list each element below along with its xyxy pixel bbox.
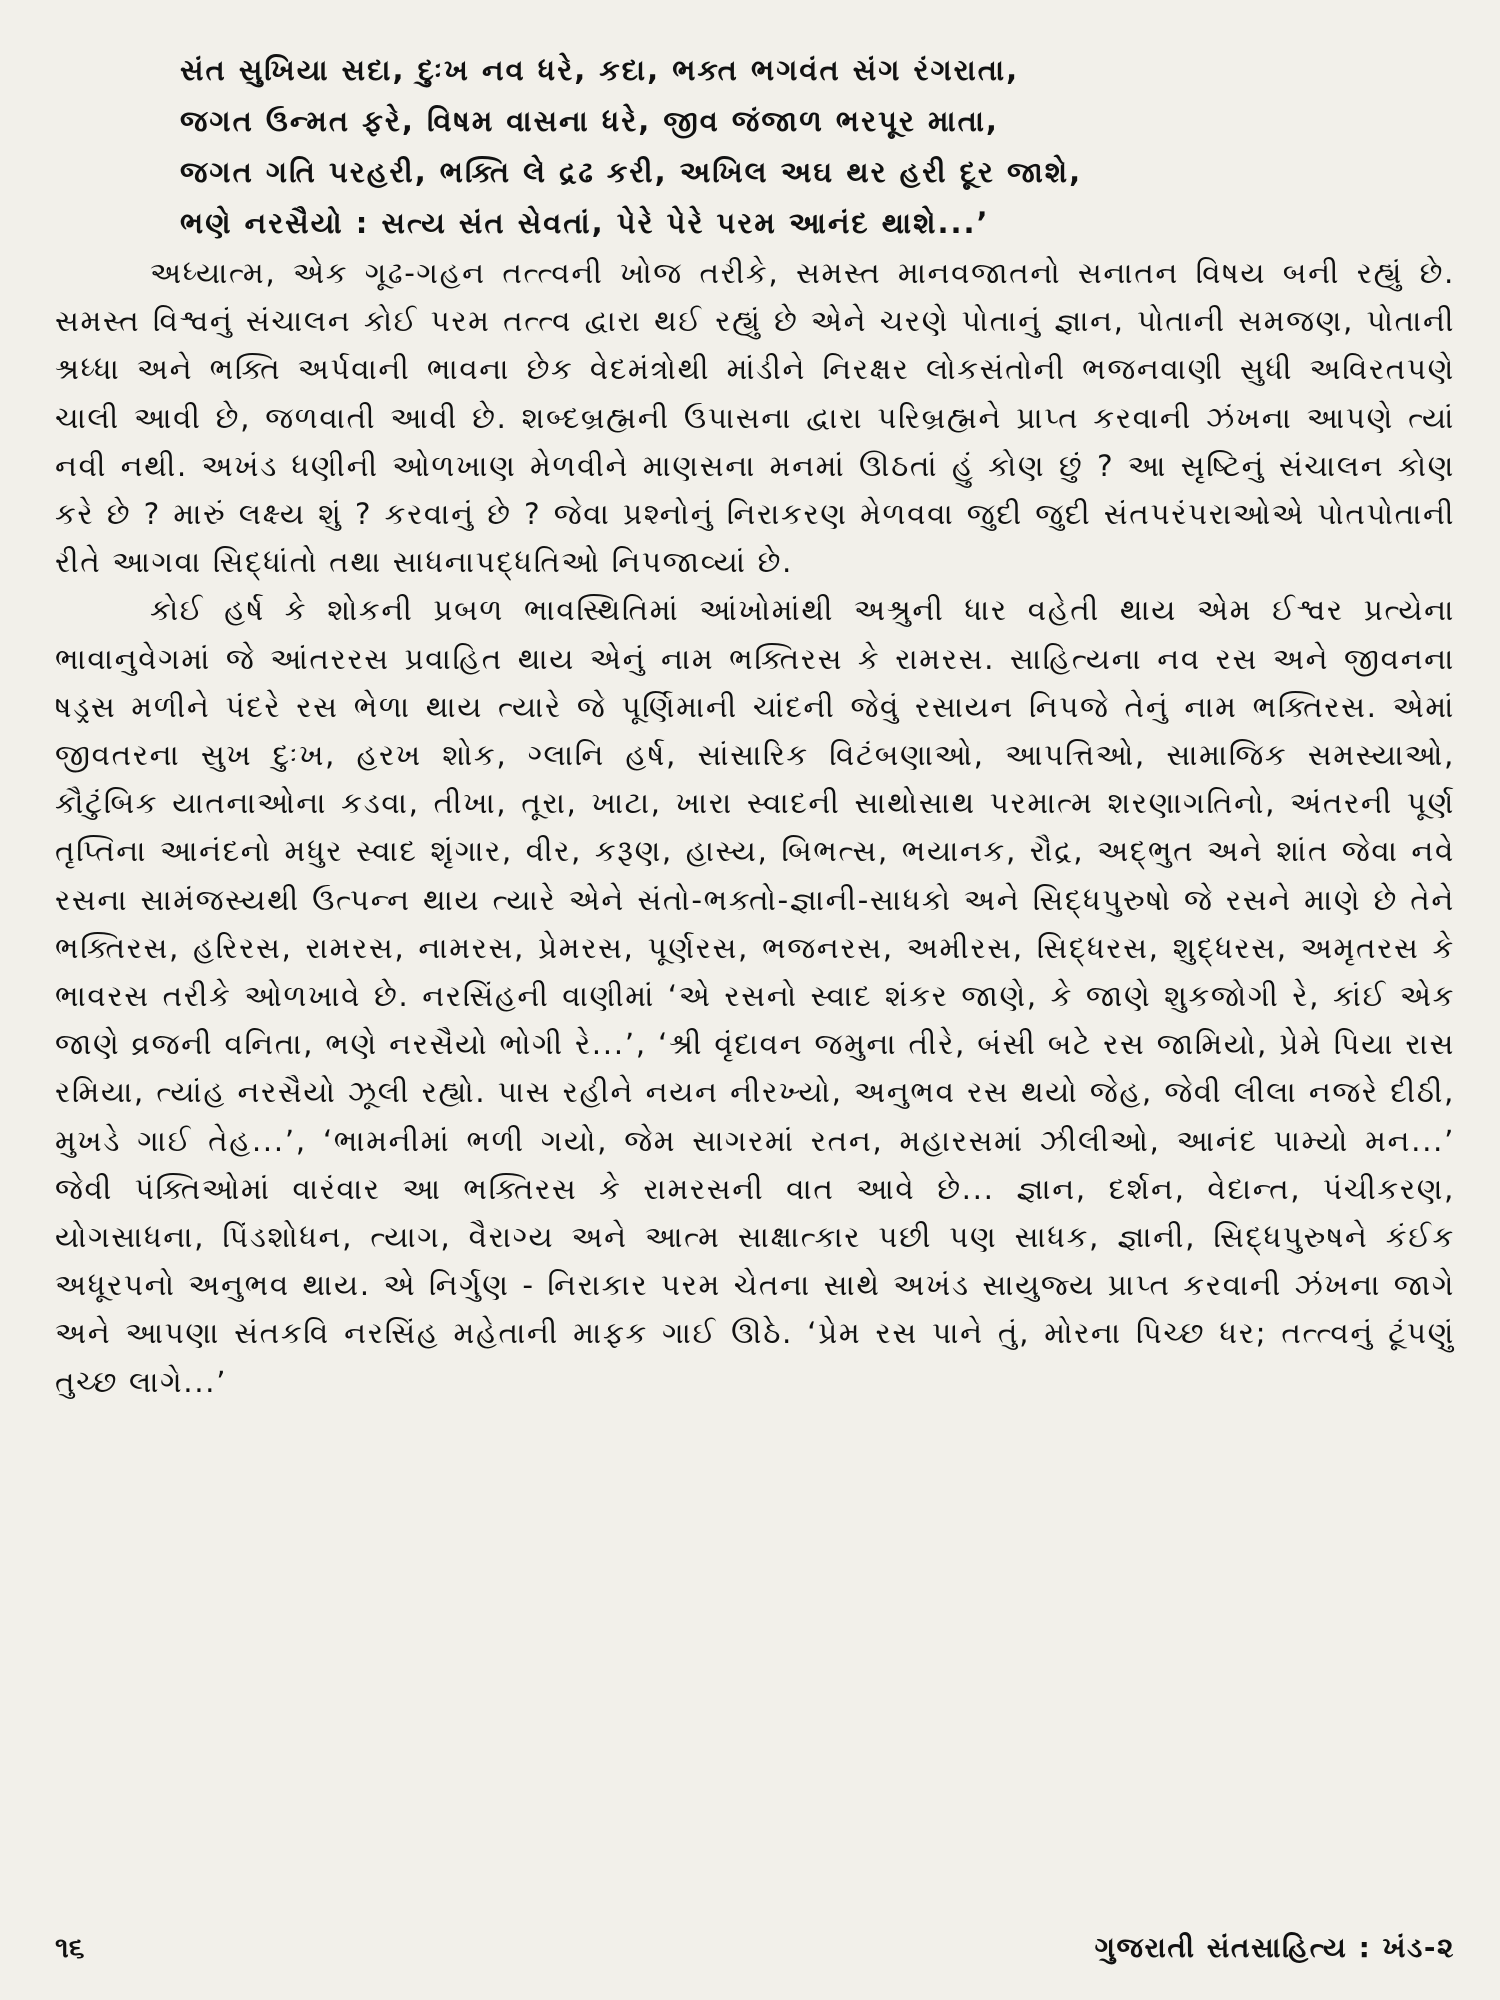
verse-block <box>180 45 1455 249</box>
book-page <box>55 45 1455 1965</box>
page-number: ૧૬ <box>55 1931 85 1964</box>
page-footer <box>55 1925 1455 1965</box>
body-paragraph: કોઈ હર્ષ કે શોકની પ્રબળ ભાવસ્થિતિમાં આંખોમાંથી અશ્રુની ધાર વહેતી થાય એમ ઈશ્વર પ્રત્યેના ભાવાનુવેગમાં જે આંતરરસ પ્રવાહિત થાય એનું નામ ભક્તિરસ કે રામરસ. સાહિત્યના નવ રસ અને જીવનના ષડ્રસ મળીને પંદરે રસ ભેળા થાય ત્યારે જે પૂર્ણિમાની ચાંદની જેવું રસાયન નિપજે તેનું નામ ભક્તિરસ. એમાં જીવતરના સુખ દુઃખ, હરખ શોક, ગ્લાનિ હર્ષ, સાંસારિક વિટંબણાઓ, આપત્તિઓ, સામાજિક સમસ્યાઓ, કૌટુંબિક યાતનાઓના કડવા, તીખા, તૂરા, ખાટા, ખારા સ્વાદની સાથોસાથ પરમાત્મ શરણાગતિનો, અંતરની પૂર્ણ તૃપ્તિના આનંદનો મધુર સ્વાદ શૃંગાર, વીર, કરૂણ, હાસ્ય, બિભત્સ, ભયાનક, રૌદ્ર, અદ્ભુત અને શાંત જેવા નવે રસના સામંજસ્યથી ઉત્પન્ન થાય ત્યારે એને સંતો-ભક્તો-જ્ઞાની-સાધકો અને સિદ્ધપુરુષો જે રસને માણે છે તેને ભક્તિરસ, હરિરસ, રામરસ, નામરસ, પ્રેમરસ, પૂર્ણરસ, ભજનરસ, અમીરસ, સિદ્ધરસ, શુદ્ધરસ, અમૃતરસ કે ભાવરસ તરીકે ઓળખાવે છે. નરસિંહની વાણીમાં ‘એ રસનો સ્વાદ શંકર જાણે, કે જાણે શુકજોગી રે, કાંઈ એક જાણે વ્રજની વનિતા, ભણે નરસૈયો ભોગી રે...’, ‘શ્રી વૃંદાવન જમુના તીરે, બંસી બટે રસ જામિયો, પ્રેમે પિયા રાસ રમિયા, ત્યાંહ નરસૈયો ઝૂલી રહ્યો. પાસ રહીને નયન નીરખ્યો, અનુભવ રસ થયો જેહ, જેવી લીલા નજરે દીઠી, મુખડે ગાઈ તેહ...’, ‘ભામનીમાં ભળી ગયો, જેમ સાગરમાં રતન, મહારસમાં ઝીલીઓ, આનંદ પામ્યો મન...’ જેવી પંક્તિઓમાં વારંવાર આ ભક્તિરસ કે રામરસની વાત આવે છે... જ્ઞાન, દર્શન, વેદાન્ત, પંચીકરણ, યોગસાધના, પિંડશોધન, ત્યાગ, વૈરાગ્ય અને આત્મ સાક્ષાત્કાર પછી પણ સાધક, જ્ઞાની, સિદ્ધપુરુષને કંઈક અધૂરપનો અનુભવ થાય. એ નિર્ગુણ - નિરાકાર પરમ ચેતના સાથે અખંડ સાયુજ્ય પ્રાપ્ત કરવાની ઝંખના જાગે અને આપણા સંતકવિ નરસિંહ મહેતાની માફક ગાઈ ઊઠે. ‘પ્રેમ રસ પાને તું, મોરના પિચ્છ ધર; તત્ત્વનું ટૂંપણું તુચ્છ લાગે...’ <box>55 593 1455 1399</box>
verse-line: જગત ઉન્મત ફરે, વિષમ વાસના ધરે, જીવ જંજાળ ભરપૂર માતા, <box>180 104 999 138</box>
body-paragraph: અધ્યાત્મ, એક ગૂઢ-ગહન તત્ત્વની ખોજ તરીકે, સમસ્ત માનવજાતનો સનાતન વિષય બની રહ્યું છે. સમસ્ત વિશ્વનું સંચાલન કોઈ પરમ તત્ત્વ દ્વારા થઈ રહ્યું છે એને ચરણે પોતાનું જ્ઞાન, પોતાની સમજણ, પોતાની શ્રધ્ધા અને ભક્તિ અર્પવાની ભાવના છેક વેદમંત્રોથી માંડીને નિરક્ષર લોકસંતોની ભજનવાણી સુધી અવિરતપણે ચાલી આવી છે, જળવાતી આવી છે. શબ્દબ્રહ્મની ઉપાસના દ્વારા પરિબ્રહ્મને પ્રાપ્ત કરવાની ઝંખના આપણે ત્યાં નવી નથી. અખંડ ધણીની ઓળખાણ મેળવીને માણસના મનમાં ઊઠતાં હું કોણ છું ? આ સૃષ્ટિનું સંચાલન કોણ કરે છે ? મારું લક્ષ્ય શું ? કરવાનું છે ? જેવા પ્રશ્નોનું નિરાકરણ મેળવવા જુદી જુદી સંતપરંપરાઓએ પોતપોતાની રીતે આગવા સિદ્ધાંતો તથા સાધનાપદ્ધતિઓ નિપજાવ્યાં છે. <box>55 256 1455 580</box>
verse-line: ભણે નરસૈયો : સત્ય સંત સેવતાં, પેરે પેરે પરમ આનંદ થાશે...’ <box>180 206 990 240</box>
running-title: ગુજરાતી સંતસાહિત્ય : ખંડ-૨ <box>1094 1931 1455 1964</box>
verse-line: જગત ગતિ પરહરી, ભક્તિ લે દ્રઢ કરી, અખિલ અઘ થર હરી દૂર જાશે, <box>180 155 1083 189</box>
verse-line: સંત સુખિયા સદા, દુઃખ નવ ધરે, કદા, ભક્ત ભગવંત સંગ રંગરાતા, <box>180 53 1020 87</box>
